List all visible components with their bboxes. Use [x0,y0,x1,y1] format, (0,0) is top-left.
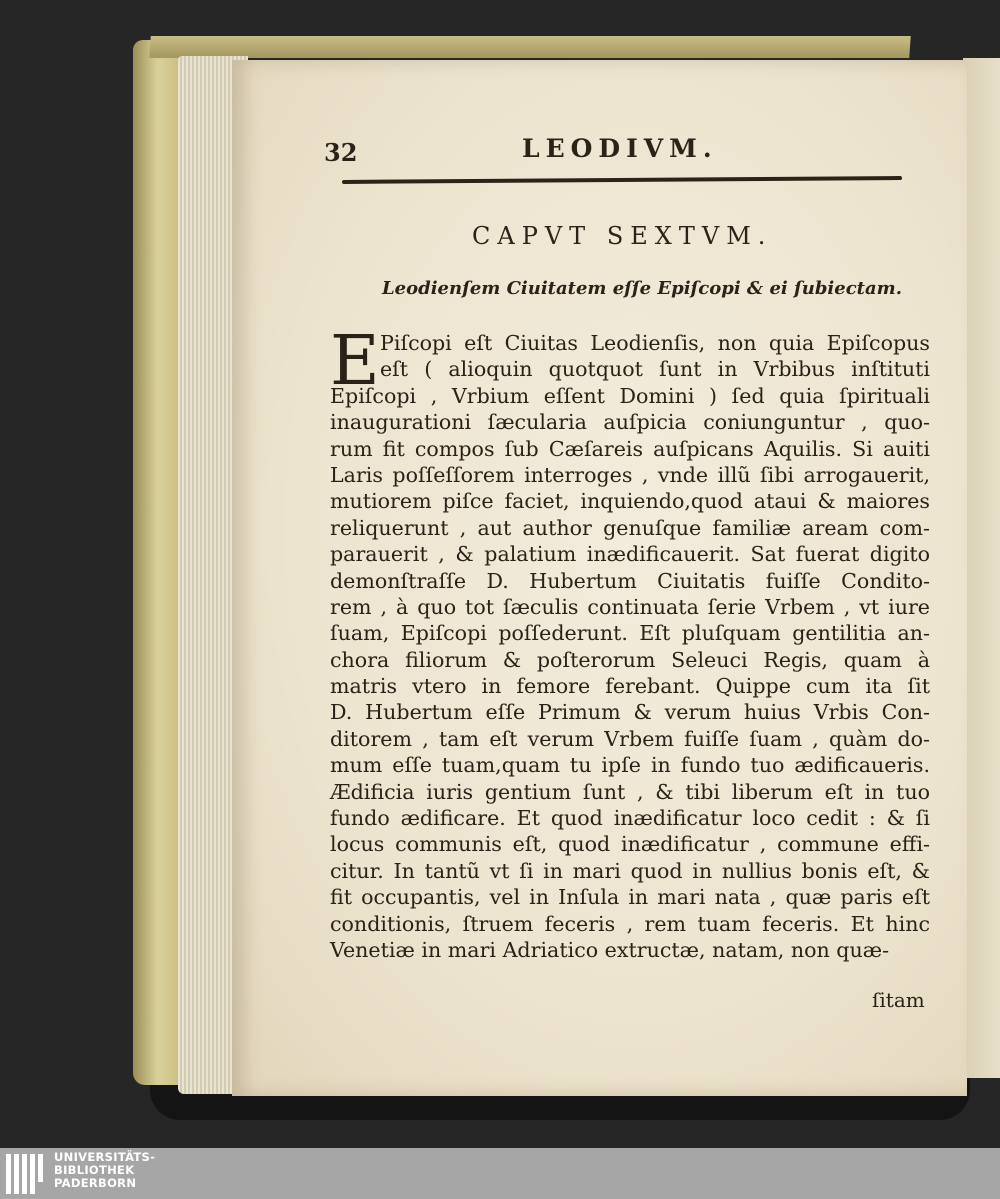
text-line: mum eſſe tuam,quam tu ipſe in fundo tuo ædificaueris. [330,753,930,778]
running-head: LEODIVM. [522,134,718,163]
logo-line: PADERBORN [54,1176,137,1190]
library-logo-icon [6,1154,48,1194]
text-line: fit occupantis, vel in Inſula in mari nata , quæ paris eſt [330,885,930,910]
facing-page-edge [963,58,1000,1078]
text-line: conditionis, ſtruem feceris , rem tuam feceris. Et hinc [330,911,930,936]
text-line: ditorem , tam eſt verum Vrbem fuiſſe ſuam , quàm do- [330,726,930,751]
header-rule [342,176,902,184]
text-line: parauerit , & palatium inædificauerit. Sat fuerat digito [330,542,930,567]
cover-top-edge [149,36,911,58]
text-line: Piſcopi eſt Ciuitas Leodienſis, non quia Epiſcopus [380,331,930,355]
text-line: D. Hubertum eſſe Primum & verum huius Vrbis Con- [330,700,930,725]
logo-line: BIBLIOTHEK [54,1163,135,1177]
catchword: ſitam [872,988,925,1012]
text-line: Laris poſſeſſorem interroges , vnde illũ ſibi arrogauerit, [330,462,930,487]
text-line: matris vtero in femore ferebant. Quippe cum ita ſit [330,674,930,699]
library-footer [0,1148,1000,1199]
text-line: reliquerunt , aut author genuſque familiæ aream com- [330,515,930,540]
text-line: Venetiæ in mari Adriatico extructæ, natam, non quæ- [330,937,890,962]
logo-line: UNIVERSITÄTS- [54,1150,156,1164]
body-text [330,322,930,963]
library-logo-text [54,1151,155,1190]
text-line: chora filiorum & poſterorum Seleuci Regis, quam à [330,647,930,672]
text-line: citur. In tantũ vt ſi in mari quod in nullius bonis eſt, & [330,858,930,883]
drop-cap: E [330,322,380,401]
text-line: Ædificia iuris gentium ſunt , & tibi liberum eſt in tuo [330,779,930,804]
chapter-subtitle: Leodienſem Ciuitatem eſſe Epiſcopi & ei ſubiectam. [382,278,902,299]
page-number: 32 [324,138,358,167]
text-line: eſt ( alioquin quotquot ſunt in Vrbibus inſtituti [380,357,930,382]
text-line: rum fit compos ſub Cæſareis auſpicans Aquilis. Si auiti [330,436,930,461]
text-line: mutiorem piſce faciet, inquiendo,quod ataui & maiores [330,489,930,514]
book-page [232,60,967,1096]
chapter-title: CAPVT SEXTVM. [472,222,773,250]
text-line: fundo ædificare. Et quod inædificatur loco cedit : & ſi [330,806,930,831]
text-line: rem , à quo tot ſæculis continuata ſerie Vrbem , vt iure [330,594,930,619]
text-line: inaugurationi ſæcularia auſpicia coniunguntur , quo- [330,410,930,435]
text-line: Epiſcopi , Vrbium eſſent Domini ) ſed quia ſpirituali [330,383,930,408]
text-line: demonſtraſſe D. Hubertum Ciuitatis fuiſſe Condito- [330,568,930,593]
text-line: locus communis eſt, quod inædificatur , commune effi- [330,832,930,857]
text-line: ſuam, Epiſcopi poſſederunt. Eſt pluſquam gentilitia an- [330,621,930,646]
